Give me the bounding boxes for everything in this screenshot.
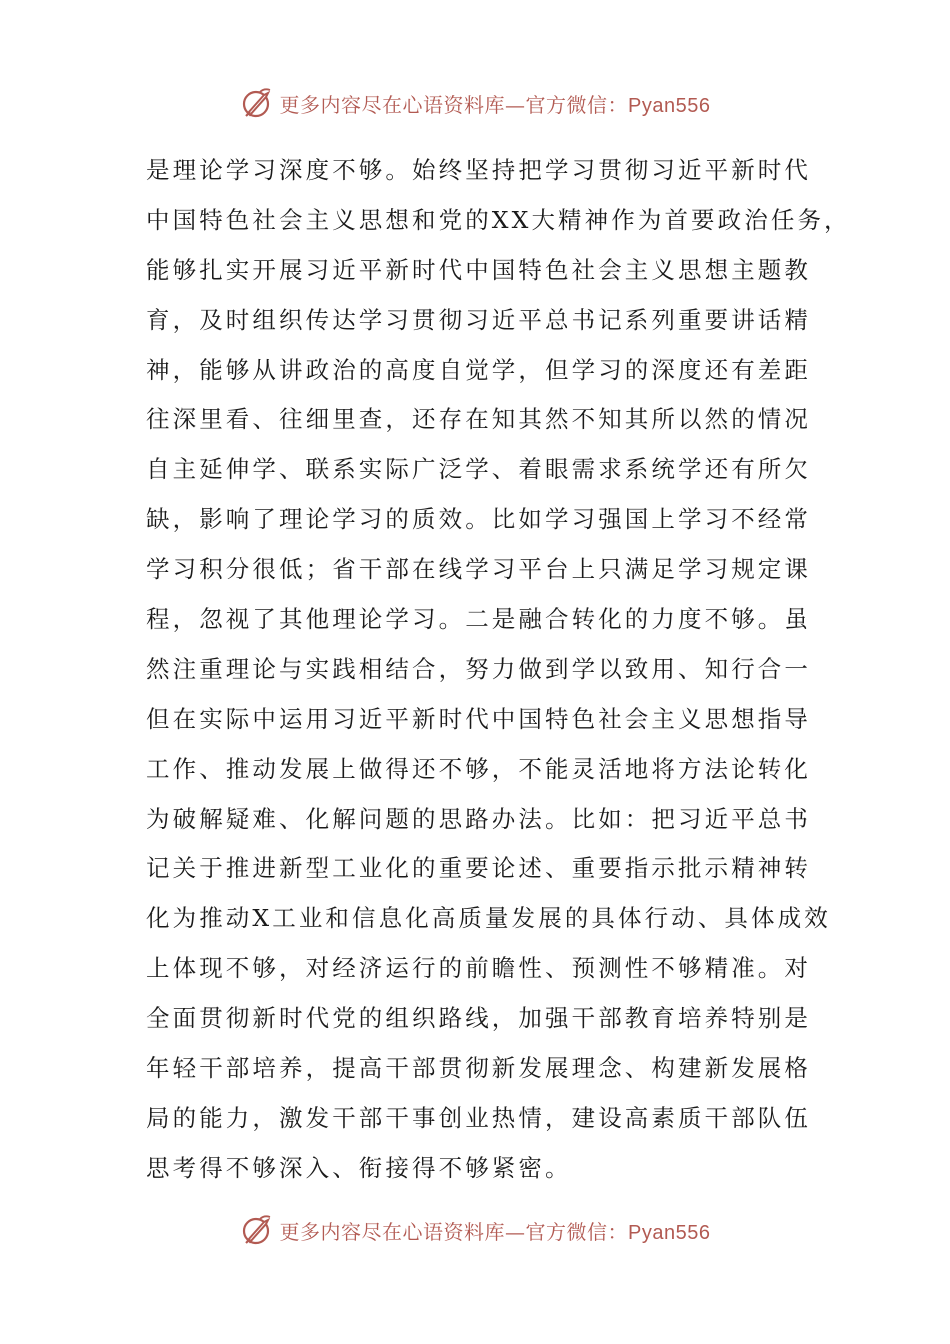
body-line: 上体现不够，对经济运行的前瞻性、预测性不够精准。对 xyxy=(146,954,811,983)
watermark-brand: 更多内容尽在心语资料库 xyxy=(279,1219,506,1244)
body-line: 是理论学习深度不够。始终坚持把学习贯彻习近平新时代 xyxy=(146,156,811,184)
body-line: 年轻干部培养，提高干部贯彻新发展理念、构建新发展格 xyxy=(146,1054,811,1083)
watermark-account: Pyan556 xyxy=(628,1221,711,1244)
watermark-text xyxy=(280,89,711,118)
watermark-footer xyxy=(0,1208,950,1252)
body-line: 全面贯彻新时代党的组织路线，加强干部教育培养特别是 xyxy=(146,1004,811,1033)
watermark-separator: — xyxy=(505,1219,526,1244)
body-line: 学习积分很低；省干部在线学习平台上只满足学习规定课 xyxy=(146,555,811,584)
pen-circle-logo-icon xyxy=(240,86,274,120)
body-line: 程，忽视了其他理论学习。二是融合转化的力度不够。虽 xyxy=(146,605,811,634)
body-line: 然注重理论与实践相结合，努力做到学以致用、知行合一 xyxy=(146,654,811,683)
body-line: 缺，影响了理论学习的质效。比如学习强国上学习不经常 xyxy=(146,505,811,534)
watermark-official-label: 官方微信： xyxy=(525,1219,629,1244)
body-line: 往深里看、往细里查，还存在知其然不知其所以然的情况 xyxy=(146,405,811,434)
body-line: 为破解疑难、化解问题的思路办法。比如：把习近平总书 xyxy=(146,804,811,833)
body-line: 工作、推动发展上做得还不够，不能灵活地将方法论转化 xyxy=(146,754,811,783)
watermark-official-label: 官方微信： xyxy=(525,92,629,117)
body-line: 化为推动X工业和信息化高质量发展的具体行动、具体成效 xyxy=(146,904,831,933)
body-line: 思考得不够深入、衔接得不够紧密。 xyxy=(146,1153,572,1182)
body-line: 但在实际中运用习近平新时代中国特色社会主义思想指导 xyxy=(146,704,811,733)
watermark-text xyxy=(280,1216,711,1245)
watermark-account: Pyan556 xyxy=(628,94,711,117)
pen-circle-logo-icon xyxy=(240,1213,274,1247)
watermark-brand: 更多内容尽在心语资料库 xyxy=(279,92,506,117)
body-line: 神，能够从讲政治的高度自觉学，但学习的深度还有差距 xyxy=(146,355,811,384)
body-line: 育，及时组织传达学习贯彻习近平总书记系列重要讲话精 xyxy=(146,305,811,334)
watermark-header xyxy=(0,81,950,125)
body-line: 记关于推进新型工业化的重要论述、重要指示批示精神转 xyxy=(146,854,811,883)
body-line: 能够扎实开展习近平新时代中国特色社会主义思想主题教 xyxy=(146,255,811,284)
watermark-separator: — xyxy=(505,92,526,117)
body-line: 局的能力，激发干部干事创业热情，建设高素质干部队伍 xyxy=(146,1103,811,1132)
body-line: 自主延伸学、联系实际广泛学、着眼需求系统学还有所欠 xyxy=(146,455,811,484)
document-body xyxy=(146,146,851,1194)
body-line: 中国特色社会主义思想和党的XX大精神作为首要政治任务， xyxy=(146,205,851,234)
